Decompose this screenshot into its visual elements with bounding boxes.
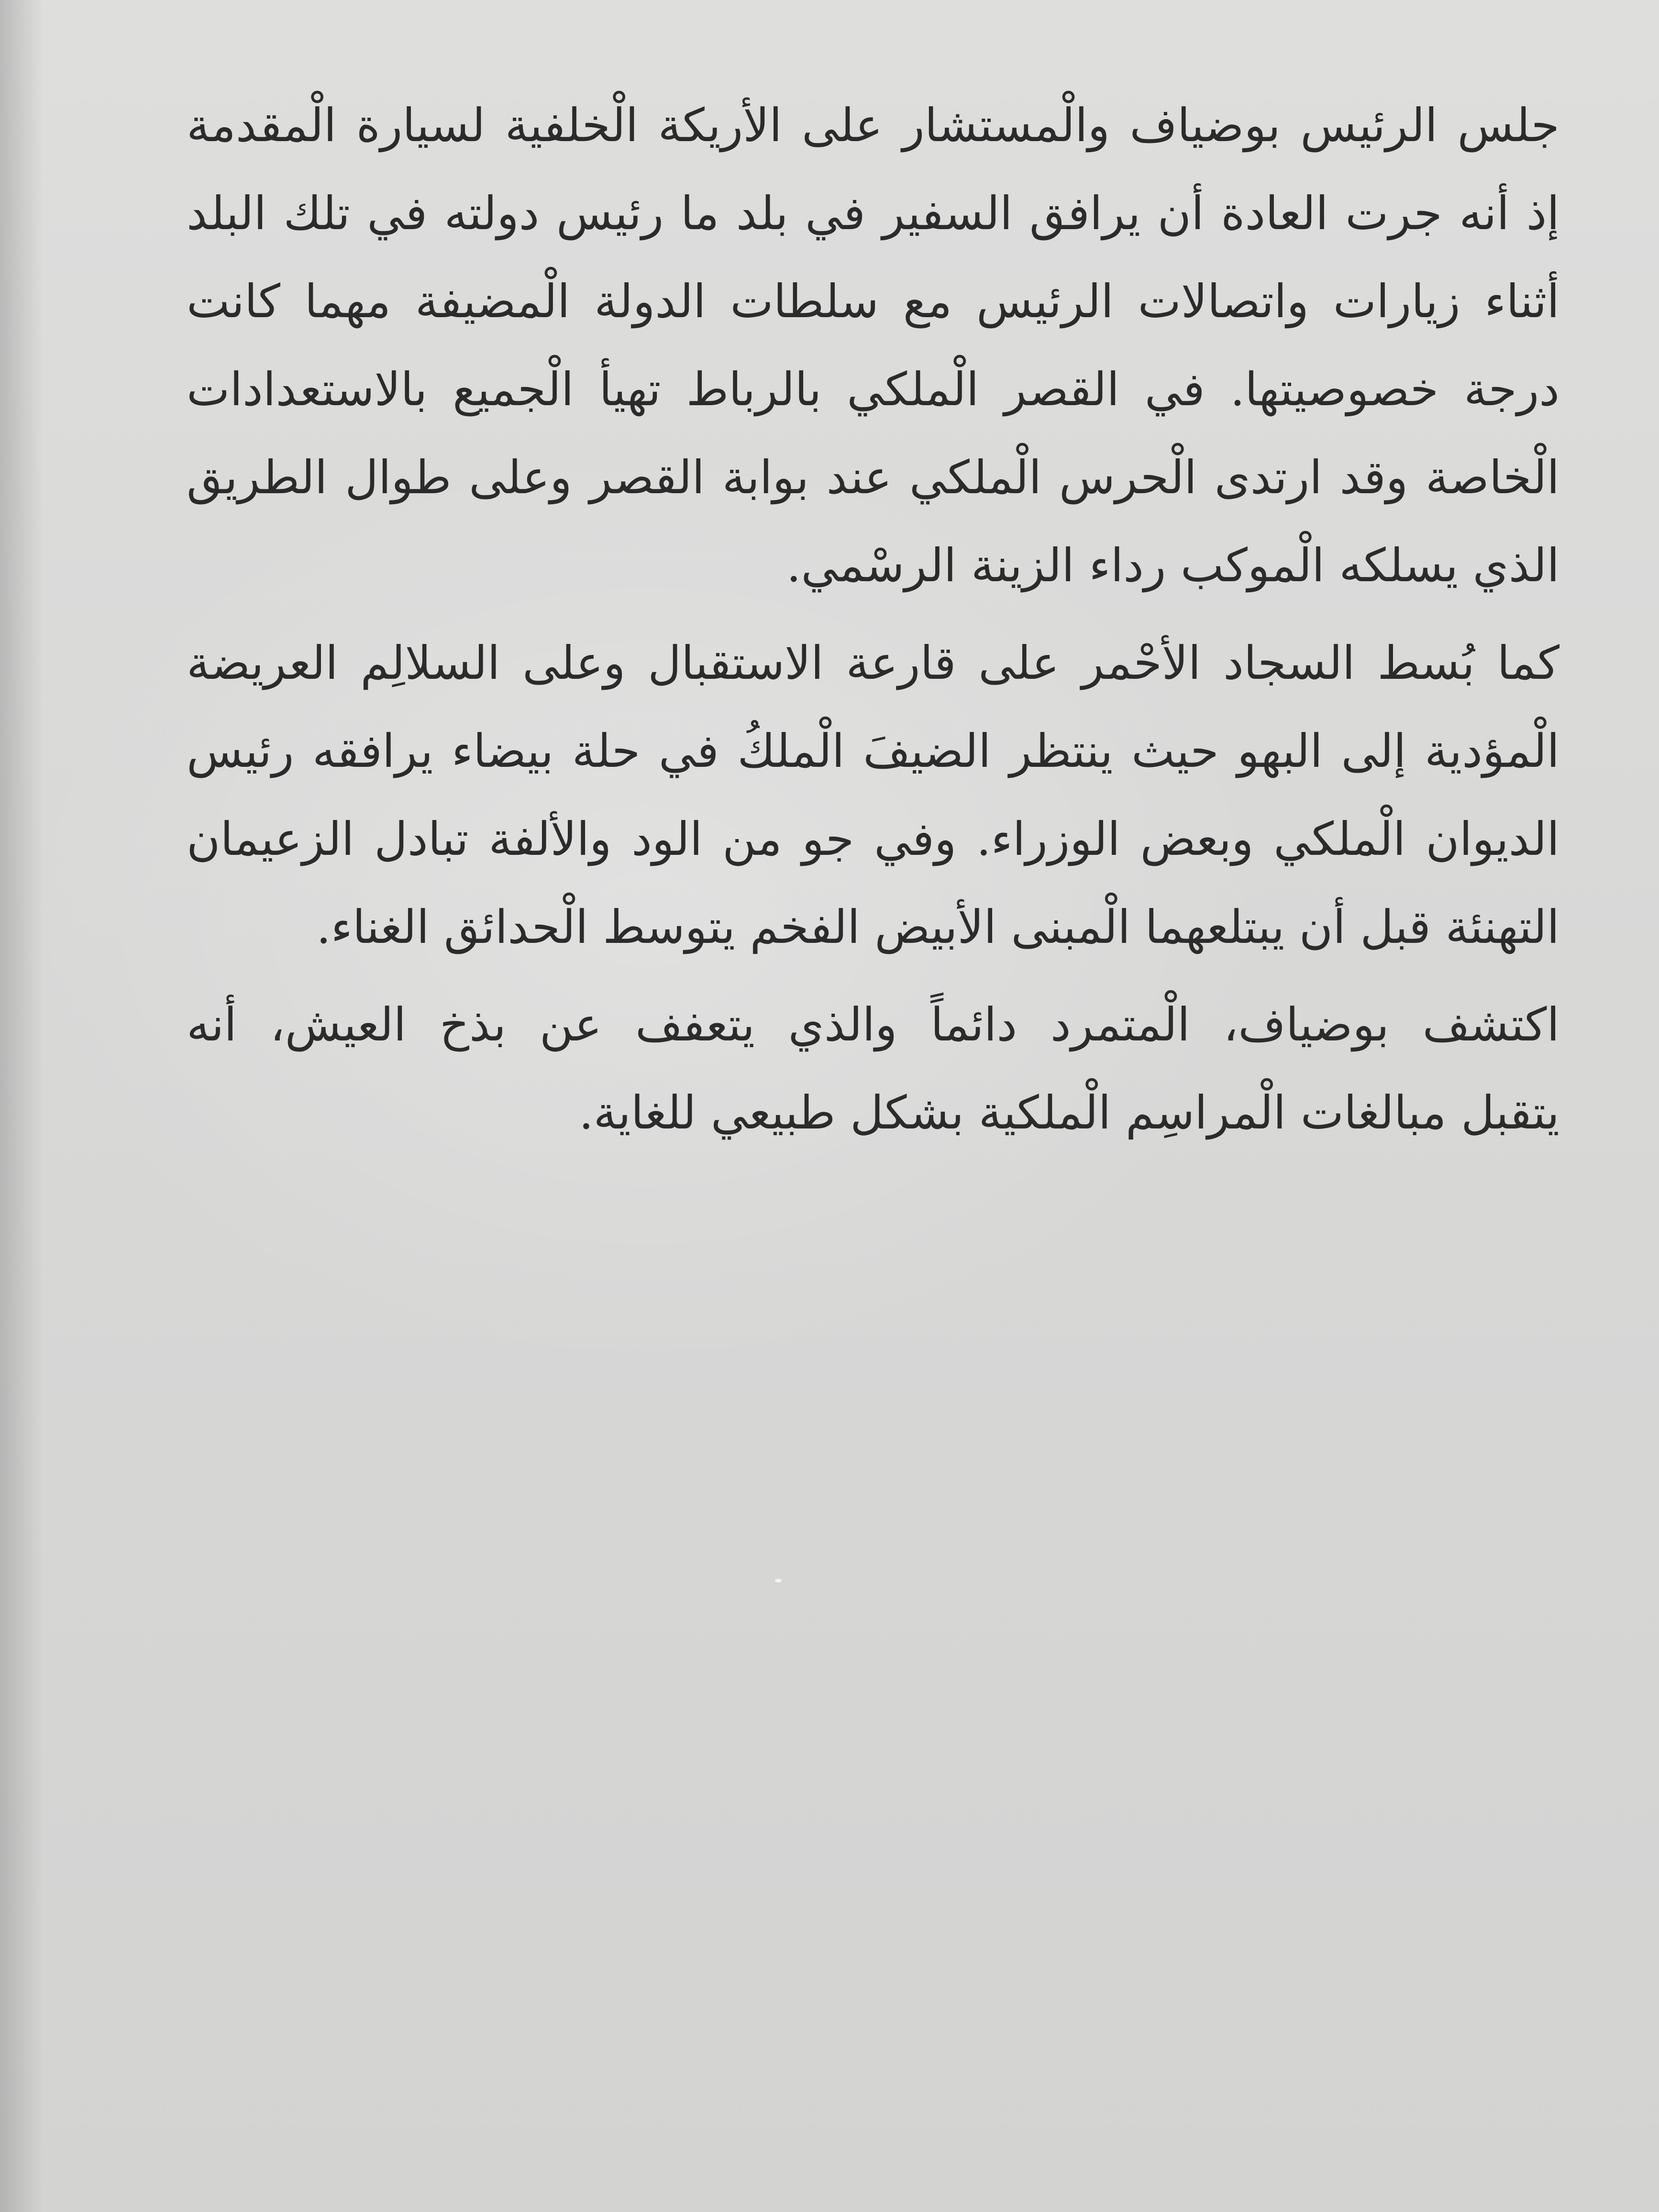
body-text <box>187 81 1559 1166</box>
text-line: الديوان الْملكي وبعض الوزراء. وفي جو من الود والألفة تبادل الزعيمان <box>187 812 1559 866</box>
paper-speck <box>775 1579 782 1582</box>
text-line: أثناء زيارات واتصالات الرئيس مع سلطات الدولة الْمضيفة مهما كانت <box>187 275 1559 328</box>
text-line: يتقبل مبالغات الْمراسِم الْملكية بشكل طبيعي للغاية. <box>579 1086 1559 1139</box>
text-line: اكتشف بوضياف، الْمتمرد دائماً والذي يتعفف عن بذخ العيش، أنه <box>187 998 1559 1051</box>
text-line: جلس الرئيس بوضياف والْمستشار على الأريكة الْخلفية لسيارة الْمقدمة <box>187 99 1559 152</box>
text-line: كما بُسط السجاد الأحْمر على قارعة الاستقبال وعلى السلالِم العريضة <box>187 636 1559 690</box>
page-edge-shadow <box>0 0 43 2212</box>
text-line: درجة خصوصيتها. في القصر الْملكي بالرباط تهيأ الْجميع بالاستعدادات <box>187 363 1559 416</box>
paragraph-1 <box>187 81 1559 609</box>
text-line: التهنئة قبل أن يبتلعهما الْمبنى الأبيض الفخم يتوسط الْحدائق الغناء. <box>316 900 1559 954</box>
text-line: الْمؤدية إلى البهو حيث ينتظر الضيفَ الْملكُ في حلة بيضاء يرافقه رئيس <box>187 724 1559 778</box>
paragraph-3 <box>187 981 1559 1157</box>
paragraph-2 <box>187 619 1559 971</box>
text-line: إذ أنه جرت العادة أن يرافق السفير في بلد ما رئيس دولته في تلك البلد <box>187 187 1560 240</box>
text-line: الذي يسلكه الْموكب رداء الزينة الرسْمي. <box>786 539 1559 592</box>
text-line: الْخاصة وقد ارتدى الْحرس الْملكي عند بوابة القصر وعلى طوال الطريق <box>187 451 1559 504</box>
